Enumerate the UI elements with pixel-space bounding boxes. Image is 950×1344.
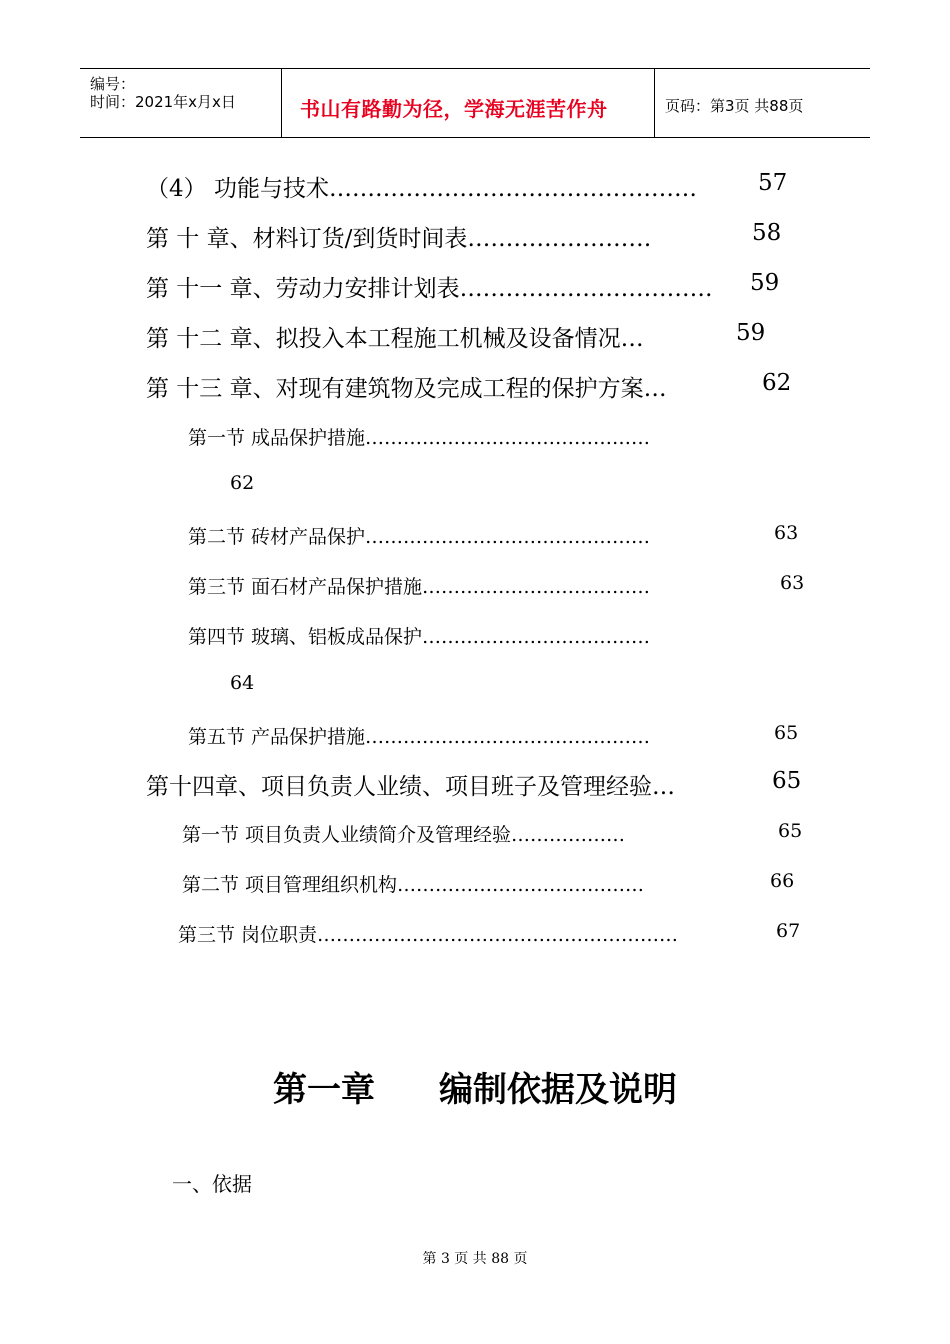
toc-entry-text: 第 十三 章、对现有建筑物及完成工程的保护方案… [146, 376, 667, 402]
page-footer: 第 3 页 共 88 页 [422, 1251, 528, 1267]
toc-entry-page: 58 [752, 220, 782, 246]
chapter-number: 第一章 [273, 1070, 375, 1110]
chapter-name: 编制依据及说明 [439, 1070, 677, 1110]
number-label: 编号： [90, 75, 136, 93]
toc-entry-text: 第三节 面石材产品保护措施……………………………… [188, 576, 651, 598]
toc-entry-text: 第一节 成品保护措施……………………………………… [188, 427, 651, 449]
toc-entry-text: 第 十 章、材料订货/到货时间表…………………… [146, 226, 652, 252]
toc-entry-page: 66 [770, 870, 795, 892]
toc-entry-page: 62 [762, 370, 792, 396]
toc-entry-page: 63 [774, 522, 799, 544]
toc-entry-page: 65 [778, 820, 803, 842]
toc-entry-page: 59 [750, 270, 780, 296]
page-info: 页码：第3页 共88页 [665, 97, 804, 115]
toc-entry-text: 第二节 砖材产品保护……………………………………… [188, 526, 651, 548]
toc-entry-text: 第三节 岗位职责………………………………………………… [178, 924, 679, 946]
toc-entry-page: 65 [774, 722, 799, 744]
header-motto-cell [282, 69, 655, 137]
toc-entry-page-wrapped: 64 [230, 672, 255, 694]
toc-entry-text: 第 十二 章、拟投入本工程施工机械及设备情况… [146, 326, 644, 352]
toc-entry-text: 第二节 项目管理组织机构………………………………… [182, 874, 645, 896]
toc-entry-page: 67 [776, 920, 801, 942]
toc-entry-text: 第四节 玻璃、铝板成品保护……………………………… [188, 626, 651, 648]
toc-entry-text: （4） 功能与技术………………………………………… [146, 176, 697, 202]
header-meta-cell [80, 69, 282, 137]
toc-entry-page: 63 [780, 572, 805, 594]
toc-entry-page: 57 [758, 170, 788, 196]
toc-entry-page: 59 [736, 320, 766, 346]
section-heading: 一、依据 [172, 1172, 252, 1196]
motto-text: 书山有路勤为径，学海无涯苦作舟 [300, 97, 608, 121]
chapter-title [0, 1062, 950, 1111]
toc-entry-page-wrapped: 62 [230, 472, 255, 494]
toc-entry-text: 第十四章、项目负责人业绩、项目班子及管理经验… [146, 774, 675, 800]
toc-entry-page: 65 [772, 768, 802, 794]
toc-entry-text: 第五节 产品保护措施……………………………………… [188, 726, 651, 748]
toc-entry-text: 第一节 项目负责人业绩简介及管理经验……………… [182, 824, 626, 846]
toc-entry-text: 第 十一 章、劳动力安排计划表…………………………… [146, 276, 713, 302]
time-label: 时间：2021年x月x日 [90, 93, 236, 111]
header-page-cell [655, 69, 870, 137]
page-header [80, 68, 870, 138]
